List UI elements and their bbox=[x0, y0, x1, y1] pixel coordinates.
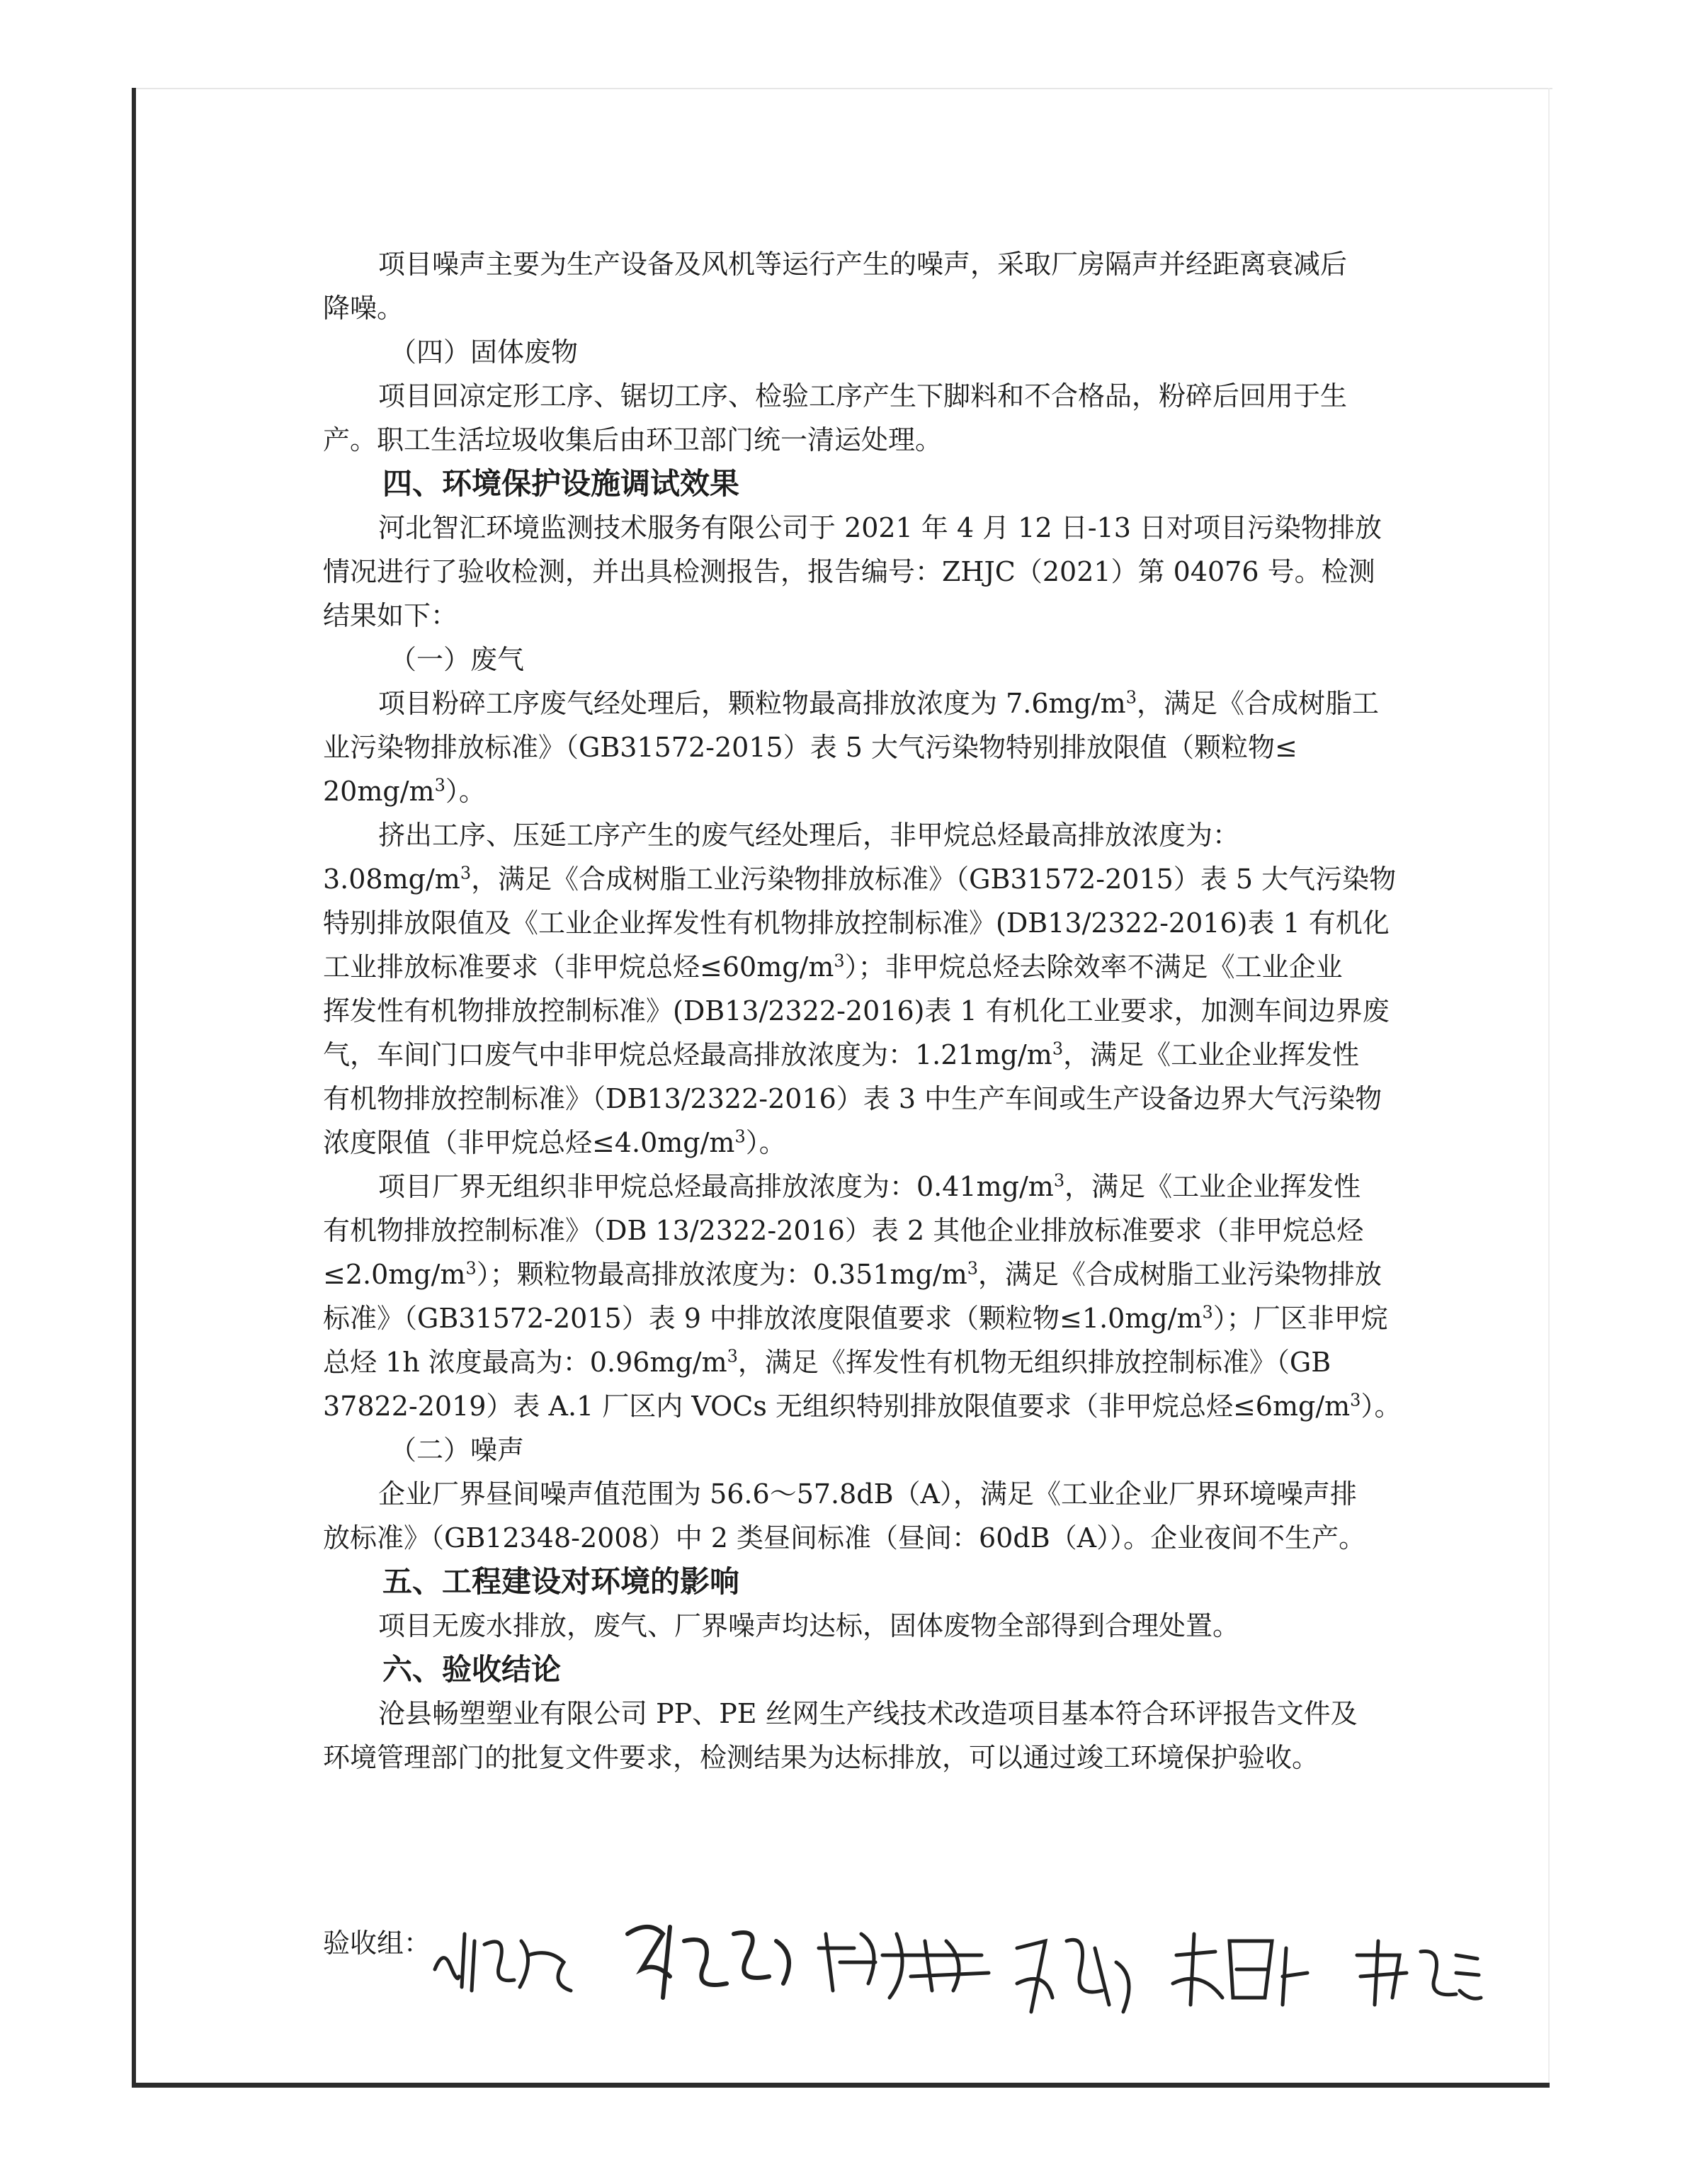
section-heading-5: 五、工程建设对环境的影响 bbox=[382, 1564, 740, 1599]
section-heading-6: 六、验收结论 bbox=[382, 1652, 562, 1687]
scan-edge-left bbox=[132, 88, 136, 2086]
signature-4 bbox=[1003, 1920, 1144, 2033]
paragraph-fugitive-line: 37822-2019）表 A.1 厂区内 VOCs 无组织特别排放限值要求（非甲烷总烃$\le 6mg/m^3$）。 bbox=[323, 1390, 1402, 1422]
paragraph-gas2-line: 挤出工序、压延工序产生的废气经处理后，非甲烷总烃最高排放浓度为： bbox=[378, 820, 1240, 851]
paragraph-gas1-line: 业污染物排放标准》（GB31572-2015）表 5 大气污染物特别排放限值（颗粒物≤ bbox=[323, 732, 1297, 763]
paragraph-fugitive-line: 有机物排放控制标准》（DB 13/2322-2016）表 2 其他企业排放标准要求（非甲烷总烃 bbox=[323, 1215, 1364, 1246]
paragraph-gas1-line: $20mg/m^3$）。 bbox=[323, 775, 486, 807]
signature-block bbox=[323, 1913, 1492, 2054]
paragraph-gas2-line: $3.08mg/m^3$，满足《合成树脂工业污染物排放标准》（GB31572-2015）表 5 大气污染物 bbox=[323, 863, 1397, 895]
scan-edge-right bbox=[1548, 88, 1550, 2084]
paragraph-monitoring-line: 结果如下： bbox=[323, 600, 458, 631]
document-body bbox=[323, 242, 1428, 1780]
paragraph-gas2-line: 浓度限值（非甲烷总烃$\le 4.0mg/m^3$）。 bbox=[323, 1126, 786, 1158]
paragraph-gas2-line: 特别排放限值及《工业企业挥发性有机物排放控制标准》(DB13/2322-2016)表 1 有机化 bbox=[323, 907, 1390, 939]
scan-edge-top bbox=[136, 88, 1552, 89]
signature-3 bbox=[812, 1920, 996, 2005]
paragraph-gas2-line: 气，车间门口废气中非甲烷总烃最高排放浓度为：$1.21mg/m^3$，满足《工业企业挥发性 bbox=[323, 1039, 1360, 1070]
subheading-exhaust-gas: （一）废气 bbox=[390, 644, 525, 675]
paragraph-fugitive-line: 标准》（GB31572-2015）表 9 中排放浓度限值要求（颗粒物$\le 1.0mg/m^3$）；厂区非甲烷 bbox=[323, 1302, 1388, 1334]
signature-6 bbox=[1350, 1934, 1484, 2012]
paragraph-noise-result-line: 放标准》（GB12348-2008）中 2 类昼间标准（昼间：60dB（A））。企业夜间不生产。 bbox=[323, 1522, 1366, 1554]
subheading-solid-waste: （四）固体废物 bbox=[390, 336, 579, 368]
paragraph-gas2-line: 挥发性有机物排放控制标准》(DB13/2322-2016)表 1 有机化工业要求，加测车间边界废 bbox=[323, 995, 1390, 1026]
paragraph-impact: 项目无废水排放，废气、厂界噪声均达标，固体废物全部得到合理处置。 bbox=[378, 1610, 1240, 1641]
paragraph-conclusion-line: 环境管理部门的批复文件要求，检测结果为达标排放，可以通过竣工环境保护验收。 bbox=[323, 1742, 1319, 1773]
paragraph-gas2-line: 工业排放标准要求（非甲烷总烃$\le 60mg/m^3$）；非甲烷总烃去除效率不满足《工业企业 bbox=[323, 951, 1343, 983]
paragraph-solid-line: 项目回凉定形工序、锯切工序、检验工序产生下脚料和不合格品，粉碎后回用于生 bbox=[378, 380, 1348, 412]
paragraph-noise-result-line: 企业厂界昼间噪声值范围为 56.6～57.8dB（A），满足《工业企业厂界环境噪声排 bbox=[378, 1478, 1357, 1510]
paragraph-solid-line: 产。职工生活垃圾收集后由环卫部门统一清运处理。 bbox=[323, 424, 943, 456]
signature-label: 验收组： bbox=[323, 1928, 431, 1959]
paragraph-monitoring-line: 河北智汇环境监测技术服务有限公司于 2021 年 4 月 12 日-13 日对项目污染物排放 bbox=[378, 512, 1382, 543]
signature-5 bbox=[1166, 1927, 1314, 2019]
paragraph-fugitive-line: $\le 2.0mg/m^3$）；颗粒物最高排放浓度为：$0.351mg/m^3$，满足《合成树脂工业污染物排放 bbox=[323, 1258, 1382, 1290]
section-heading-4: 四、环境保护设施调试效果 bbox=[382, 466, 740, 501]
paragraph-monitoring-line: 情况进行了验收检测，并出具检测报告，报告编号：ZHJC（2021）第 04076 号。检测 bbox=[323, 556, 1375, 587]
paragraph-fugitive-line: 项目厂界无组织非甲烷总烃最高排放浓度为：$0.41mg/m^3$，满足《工业企业挥发性 bbox=[378, 1170, 1361, 1202]
scan-edge-bottom bbox=[132, 2083, 1550, 2088]
subheading-noise: （二）噪声 bbox=[390, 1435, 525, 1466]
signature-2 bbox=[620, 1913, 812, 2012]
paragraph-noise-line: 项目噪声主要为生产设备及风机等运行产生的噪声，采取厂房隔声并经距离衰减后 bbox=[378, 249, 1348, 280]
paragraph-gas1-line: 项目粉碎工序废气经处理后，颗粒物最高排放浓度为 $7.6mg/m^3$，满足《合成树脂工 bbox=[378, 687, 1380, 719]
paragraph-fugitive-line: 总烃 1h 浓度最高为：$0.96mg/m^3$，满足《挥发性有机物无组织排放控制标准》（GB bbox=[323, 1346, 1331, 1378]
paragraph-noise-line: 降噪。 bbox=[323, 293, 404, 324]
paragraph-gas2-line: 有机物排放控制标准》（DB13/2322-2016）表 3 中生产车间或生产设备边界大气污染物 bbox=[323, 1083, 1382, 1114]
signature-1 bbox=[429, 1920, 578, 2005]
paragraph-conclusion-line: 沧县畅塑塑业有限公司 PP、PE 丝网生产线技术改造项目基本符合环评报告文件及 bbox=[378, 1698, 1358, 1729]
